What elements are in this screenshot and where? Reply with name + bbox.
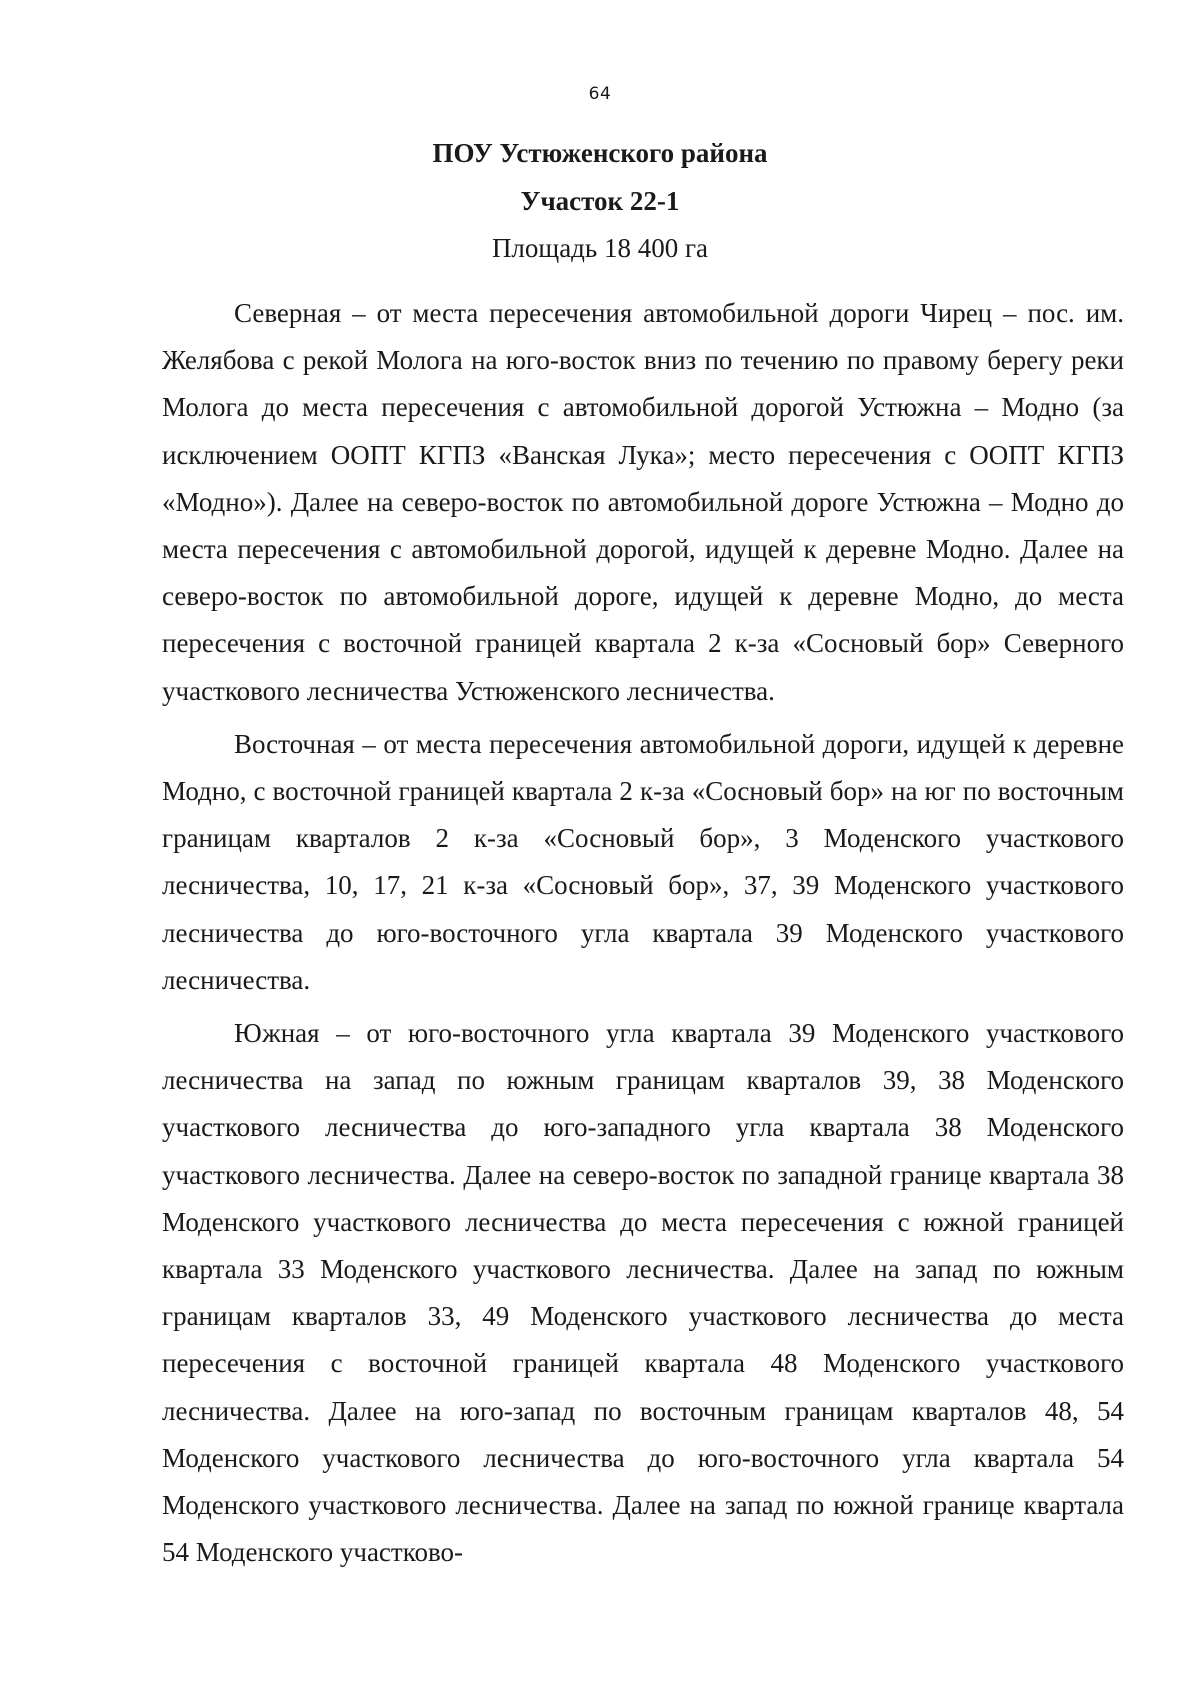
paragraph-east-boundary: Восточная – от места пересечения автомобильной дороги, идущей к деревне Модно, с восточной границей квартала 2 к-за «Сосновый бор» на юг по восточным границам кварталов 2 к-за «Сосновый бор», 3 Моденского участкового лесничества, 10, 17, 21 к-за «Сосновый бор», 37, 39 Моденского участкового лесничества до юго-восточного угла квартала 39 Моденского участкового лесничества. — [162, 728, 1124, 995]
area-label: Площадь 18 400 га — [491, 233, 709, 263]
page-number: 64 — [588, 84, 612, 104]
paragraph-south-boundary: Южная – от юго-восточного угла квартала 39 Моденского участкового лесничества на запад по южным границам кварталов 39, 38 Моденского участкового лесничества до юго-западного угла квартала 38 Моденского участкового лесничества. Далее на северо-восток по западной границе квартала 38 Моденского участкового лесничества до места пересечения с южной границей квартала 33 Моденского участкового лесничества. Далее на запад по южным границам кварталов 33, 49 Моденского участкового лесничества до места пересечения с восточной границей квартала 48 Моденского участкового лесничества. Далее на юго-запад по восточным границам кварталов 48, 54 Моденского участкового лесничества до юго-восточного угла квартала 54 Моденского участкового лесничества. Далее на запад по южной границе квартала 54 Моденского участково- — [162, 1018, 1124, 1568]
section-subtitle: Участок 22-1 — [520, 186, 680, 216]
document-body — [162, 290, 1124, 1582]
paragraph-north-boundary: Северная – от места пересечения автомобильной дороги Чирец – пос. им. Желябова с рекой Молога на юго-восток вниз по течению по правому берегу реки Молога до места пересечения с автомобильной дорогой Устюжна – Модно (за исключением ООПТ КГПЗ «Ванская Лука»; место пересечения с ООПТ КГПЗ «Модно»). Далее на северо-восток по автомобильной дороге Устюжна – Модно до места пересечения с автомобильной дорогой, идущей к деревне Модно. Далее на северо-восток по автомобильной дороге, идущей к деревне Модно, до места пересечения с восточной границей квартала 2 к-за «Сосновый бор» Северного участкового лесничества Устюженского лесничества. — [162, 298, 1124, 706]
document-title: ПОУ Устюженского района — [432, 138, 768, 168]
